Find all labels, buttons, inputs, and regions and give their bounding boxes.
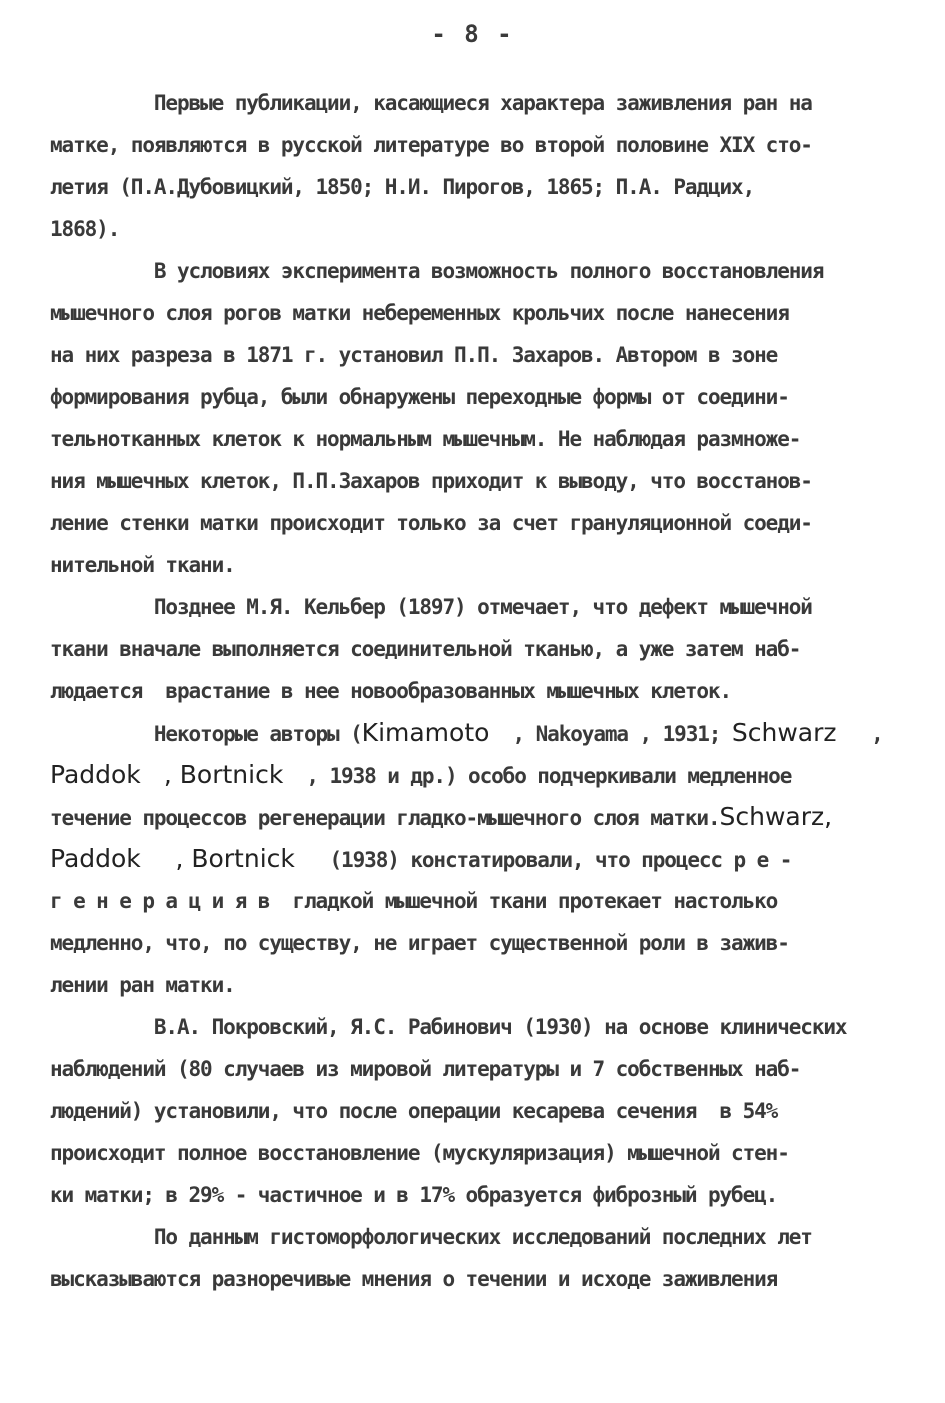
text-line: лении ран матки. xyxy=(50,973,235,997)
text-line-mixed xyxy=(50,796,890,838)
text-line: мышечного слоя рогов матки небеременных крольчих после нанесения xyxy=(50,301,789,325)
text-line: летия (П.А.Дубовицкий, 1850; Н.И. Пирогов, 1865; П.А. Радцих, xyxy=(50,175,755,199)
text-line: на них разреза в 1871 г. установил П.П. Захаров. Автором в зоне xyxy=(50,343,778,367)
text-line: г е н е р а ц и я в гладкой мышечной ткани протекает настолько xyxy=(50,889,778,913)
handwritten-author: Schwarz, xyxy=(719,802,833,831)
typed-text: , 1931; xyxy=(639,722,721,746)
text-line: ния мышечных клеток, П.П.Захаров приходит к выводу, что восстанов- xyxy=(50,469,812,493)
text-line: людений) установили, что после операции кесарева сечения в 54% xyxy=(50,1099,778,1123)
text-line: Первые публикации, касающиеся характера заживления ран на xyxy=(50,91,812,115)
text-line: В.А. Покровский, Я.С. Рабинович (1930) на основе клинических xyxy=(50,1015,847,1039)
text-line: В условиях эксперимента возможность полного восстановления xyxy=(50,259,824,283)
text-line: 1868). xyxy=(50,217,120,241)
text-line-mixed xyxy=(50,712,890,754)
text-line-mixed xyxy=(50,838,890,880)
text-line: матке, появляются в русской литературе во второй половине XIX сто- xyxy=(50,133,812,157)
text-line: формирования рубца, были обнаружены переходные формы от соедини- xyxy=(50,385,789,409)
handwritten-author: Paddok xyxy=(50,844,141,873)
page-number: - 8 - xyxy=(431,20,514,48)
typed-text: Некоторые авторы ( xyxy=(50,722,362,746)
text-line: наблюдений (80 случаев из мировой литературы и 7 собственных наб- xyxy=(50,1057,801,1081)
text-line: происходит полное восстановление (мускуляризация) мышечной стен- xyxy=(50,1141,789,1165)
typed-text: , 1938 и др.) особо подчеркивали медленное xyxy=(306,764,792,788)
text-line-mixed xyxy=(50,754,890,796)
text-line: По данным гистоморфологических исследований последних лет xyxy=(50,1225,812,1249)
text-line: ткани вначале выполняется соединительной тканью, а уже затем наб- xyxy=(50,637,801,661)
typed-text: , xyxy=(871,722,883,746)
text-line: людается врастание в нее новообразованных мышечных клеток. xyxy=(50,679,732,703)
handwritten-author: , Bortnick xyxy=(163,760,284,789)
handwritten-author: Paddok xyxy=(50,760,141,789)
typed-text: течение процессов регенерации гладко-мышечного слоя матки. xyxy=(50,806,720,830)
text-line: тельнотканных клеток к нормальным мышечным. Не наблюдая размноже- xyxy=(50,427,801,451)
text-line: ление стенки матки происходит только за счет грануляционной соеди- xyxy=(50,511,812,535)
text-line: нительной ткани. xyxy=(50,553,235,577)
handwritten-author: Schwarz xyxy=(731,718,837,747)
typed-text: , Nakoyama xyxy=(512,722,628,746)
text-line: медленно, что, по существу, не играет существенной роли в зажив- xyxy=(50,931,789,955)
typed-text: (1938) констатировали, что процесс р е - xyxy=(329,848,792,872)
handwritten-author: , Bortnick xyxy=(175,844,295,873)
handwritten-author: Kimamoto xyxy=(361,718,490,747)
text-line: ки матки; в 29% - частичное и в 17% образуется фиброзный рубец. xyxy=(50,1183,778,1207)
text-line: Позднее М.Я. Кельбер (1897) отмечает, что дефект мышечной xyxy=(50,595,812,619)
text-line: высказываются разноречивые мнения о течении и исходе заживления xyxy=(50,1267,778,1291)
